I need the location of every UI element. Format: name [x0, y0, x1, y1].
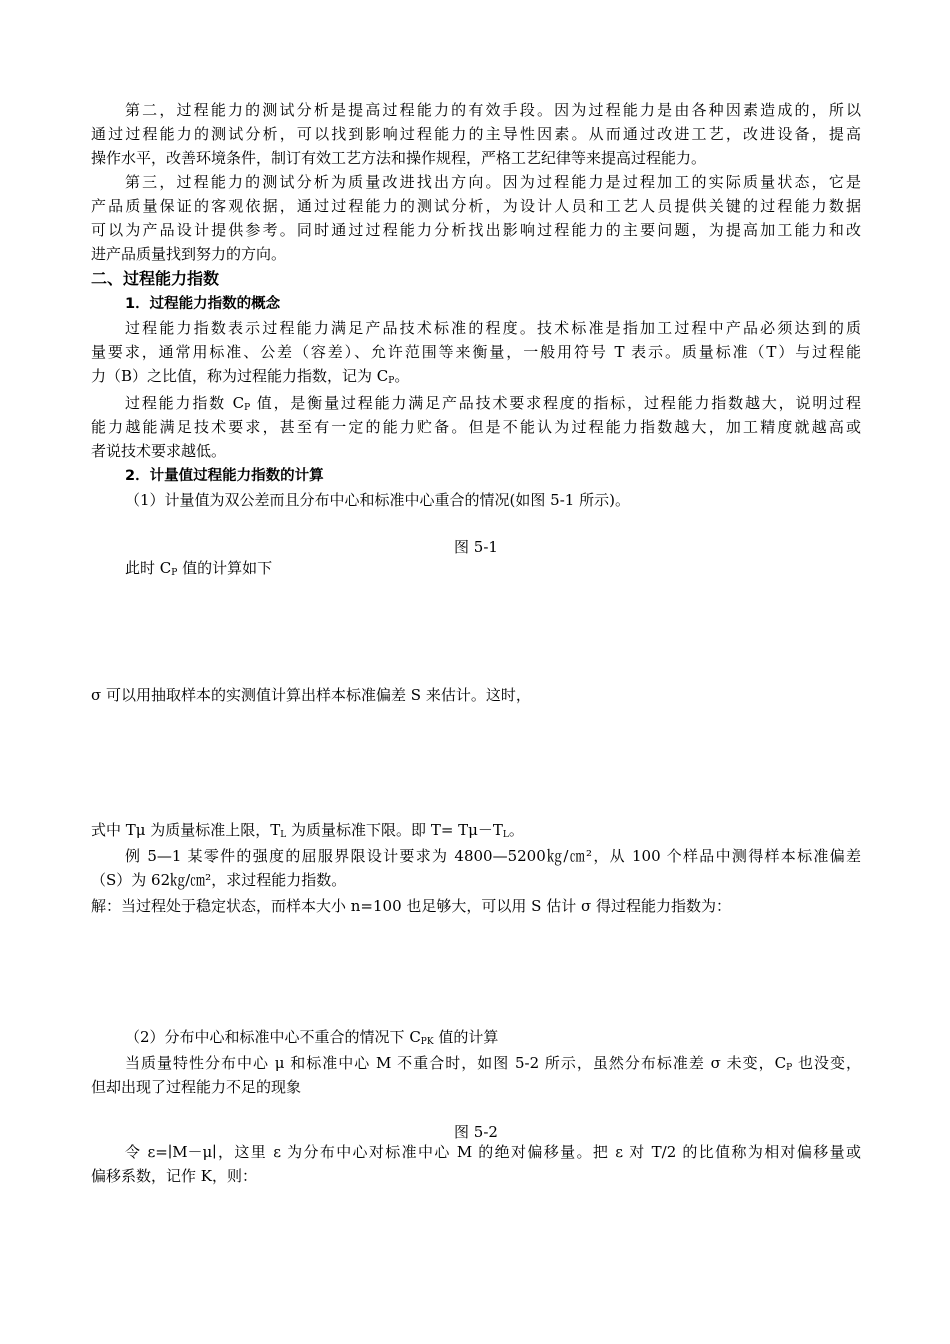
para-third-line-3: 可以为产品设计提供参考。同时通过过程能力分析找出影响过程能力的主要问题，为提高加工能力和改 [91, 221, 861, 239]
para-epsilon-line-1: 令 ε=∣M－μ∣，这里 ε 为分布中心对标准中心 M 的绝对偏移量。把 ε 对 T/2 的比值称为相对偏移量或 [125, 1143, 861, 1161]
para-concept-line-1: 过程能力指数表示过程能力满足产品技术标准的程度。技术标准是指加工过程中产品必须达到的质 [125, 319, 861, 337]
para-second-line-1: 第二，过程能力的测试分析是提高过程能力的有效手段。因为过程能力是由各种因素造成的，所以 [125, 101, 861, 119]
para-second-line-3: 操作水平，改善环境条件，制订有效工艺方法和操作规程，严格工艺纪律等来提高过程能力。 [91, 149, 707, 167]
para-cp-line-1: 过程能力指数 $C_P$ 值，是衡量过程能力满足产品技术要求程度的指标，过程能力指数越大，说明过程 [125, 394, 861, 413]
para-epsilon-line-2: 偏移系数，记作 K，则： [91, 1167, 257, 1185]
solution-text: 解：当过程处于稳定状态，而样本大小 n=100 也足够大，可以用 S 估计 σ 得过程能力指数为： [91, 897, 731, 915]
case-1-text: （1）计量值为双公差而且分布中心和标准中心重合的情况(如图 5-1 所示)。 [125, 491, 630, 509]
formula-note-text: 式中 Tμ 为质量标准上限，$T_L$ 为质量标准下限。即 $T= T\mu-T_L$。 [91, 821, 524, 840]
section-heading: 二、过程能力指数 [91, 269, 220, 288]
sigma-estimate-text: σ 可以用抽取样本的实测值计算出样本标准偏差 S 来估计。这时， [91, 686, 531, 704]
case-2-text: （2）分布中心和标准中心不重合的情况下 $C_{PK}$ 值的计算 [125, 1028, 499, 1047]
para-cp-line-3: 者说技术要求越低。 [91, 442, 227, 460]
figure-5-2-caption: 图 5-2 [454, 1123, 498, 1141]
para-third-line-1: 第三，过程能力的测试分析为质量改进找出方向。因为过程能力是过程加工的实际质量状态，它是 [125, 173, 861, 191]
cp-calc-text: 此时 $C_P$ 值的计算如下 [125, 559, 273, 578]
figure-5-1-caption: 图 5-1 [454, 538, 498, 556]
example-line-2: （S）为 62㎏/㎝²，求过程能力指数。 [91, 871, 347, 889]
para-shift-line-1: 当质量特性分布中心 μ 和标准中心 M 不重合时，如图 5-2 所示，虽然分布标准差 σ 未变，$C_P$ 也没变， [125, 1054, 861, 1073]
para-shift-line-2: 但却出现了过程能力不足的现象 [91, 1078, 302, 1096]
para-cp-line-2: 能力越能满足技术要求，甚至有一定的能力贮备。但是不能认为过程能力指数越大，加工精度就越高或 [91, 418, 861, 436]
subsection-heading-2: 2．计量值过程能力指数的计算 [125, 468, 324, 484]
para-second-line-2: 通过过程能力的测试分析，可以找到影响过程能力的主导性因素。从而通过改进工艺，改进设备，提高 [91, 125, 861, 143]
para-concept-line-2: 量要求，通常用标准、公差（容差）、允许范围等来衡量，一般用符号 T 表示。质量标准（T）与过程能 [91, 343, 861, 361]
example-line-1: 例 5—1 某零件的强度的屈服界限设计要求为 4800—5200㎏/㎝²，从 100 个样品中测得样本标准偏差 [125, 847, 861, 865]
subsection-heading-1: 1．过程能力指数的概念 [125, 296, 281, 312]
para-third-line-2: 产品质量保证的客观依据，通过过程能力的测试分析，为设计人员和工艺人员提供关键的过程能力数据 [91, 197, 861, 215]
para-third-line-4: 进产品质量找到努力的方向。 [91, 245, 287, 263]
para-concept-line-3: 力（B）之比值，称为过程能力指数，记为 $C_P$。 [91, 367, 410, 386]
